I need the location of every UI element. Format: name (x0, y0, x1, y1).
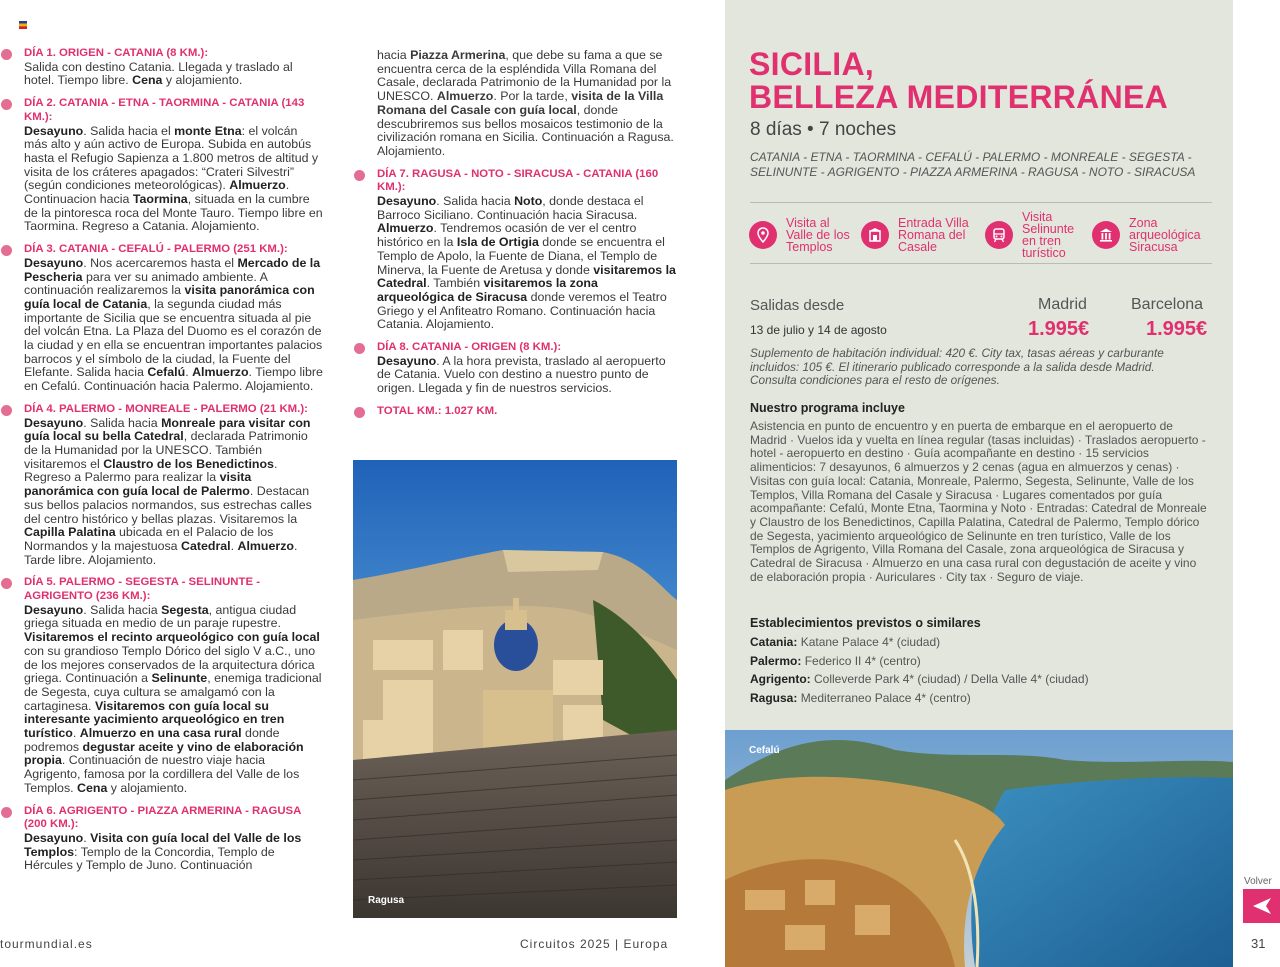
itinerary-day (377, 168, 677, 332)
footer-catalog: Circuitos 2025 | Europa (520, 937, 669, 951)
temple-icon (1092, 221, 1120, 249)
feature-villa-romana (861, 210, 969, 260)
ragusa-caption: Ragusa (368, 895, 405, 906)
feature-zona-arqueologica (1092, 210, 1201, 260)
departure-dates: 13 de julio y 14 de agosto (750, 323, 887, 337)
itinerary-day (24, 576, 324, 795)
city-barcelona: Barcelona (1131, 296, 1204, 313)
day-description: Desayuno. Nos acercaremos hasta el Mercado de la Pescheria para ver su animado ambiente. A continuación realizaremos la visita panorámica con guía local de Catania, la segunda ciudad más importante de Sicilia que se encuentra situada al pie del volcán Etna. La Plaza del Duomo es el corazón de la ciudad y en ella se encuentran importantes palacios barrocos y el símbolo de la ciudad, la Fuente del Elefante. Salida hacia Cefalú. Almuerzo. Tiempo libre en Cefalú. Continuación hacia Palermo. Alojamiento. (24, 255, 323, 394)
day-title: DÍA 7. RAGUSA - NOTO - SIRACUSA - CATANIA (160 KM.): (377, 167, 659, 194)
itinerary-day (24, 805, 324, 874)
supplement-note: Suplemento de habitación individual: 420 €. City tax, tasas aéreas y carburante incluidos: 105 €. El itinerario publicado corresponde a la salida desde Madrid. Consulta condiciones para el resto de orígenes. (750, 346, 1164, 388)
bullet-dot (1, 405, 12, 416)
hotel-item: Palermo: Federico II 4* (centro) (750, 654, 921, 668)
departures-label: Salidas desde (750, 297, 845, 314)
flag-icon (19, 21, 27, 29)
feature-valle-templos (749, 210, 850, 260)
page-number: 31 (1251, 936, 1266, 951)
itinerary-day (24, 97, 324, 234)
bullet-dot (1, 99, 12, 110)
itinerary-day (24, 403, 324, 567)
bullet-dot (354, 170, 365, 181)
itinerary-column-1 (24, 47, 324, 882)
bullet-dot (1, 245, 12, 256)
itinerary-day (377, 341, 677, 396)
back-label[interactable]: Volver (1244, 876, 1272, 887)
day-description: Desayuno. Salida hacia Monreale para visitar con guía local su bella Catedral, declarada Patrimonio de la Humanidad por la UNESCO. También visitaremos el Claustro de los Benedictinos. Regreso a Palermo para realizar la visita panorámica con guía local de Palermo. Destacan sus bellos palacios normandos, sus estrechas calles del centro histórico y bellas plazas. Visitaremos la Capilla Palatina ubicada en el Palacio de los Normandos y la majestuosa Catedral. Almuerzo. Tarde libre. Alojamiento. (24, 415, 312, 567)
train-icon (985, 221, 1013, 249)
price-barcelona: 1.995€ (1146, 318, 1208, 340)
cefalu-photo (725, 730, 1233, 967)
feature-label: Visita Selinunte en tren turístico (1022, 210, 1075, 260)
day-title: DÍA 4. PALERMO - MONREALE - PALERMO (21 KM.): (24, 402, 308, 415)
day-description: Salida con destino Catania. Llegada y traslado al hotel. Tiempo libre. Cena y alojamiento. (24, 59, 293, 88)
page-title: SICILIA, BELLEZA MEDITERRÁNEA (749, 46, 1169, 115)
hotel-item: Agrigento: Colleverde Park 4* (ciudad) / Della Valle 4* (ciudad) (750, 672, 1089, 686)
day-title: DÍA 2. CATANIA - ETNA - TAORMINA - CATANIA (143 KM.): (24, 97, 305, 123)
cefalu-caption: Cefalú (749, 745, 780, 756)
divider (750, 202, 1212, 203)
bullet-dot (354, 343, 365, 354)
includes-title: Nuestro programa incluye (750, 401, 905, 415)
price-madrid: 1.995€ (1028, 318, 1090, 340)
day-6-continued: hacia Piazza Armerina, que debe su fama a que se encuentra cerca de la espléndida Villa Romana del Casale, declarada Patrimonio de la Humanidad por la UNESCO. Almuerzo. Por la tarde, visita de la Villa Romana del Casale con guía local, donde descubriremos sus bellos mosaicos testimonio de la civilización romana en Sicilia. Continuación a Ragusa. Alojamiento. (377, 48, 674, 158)
bullet-dot (1, 807, 12, 818)
total-km: TOTAL KM.: 1.027 KM. (377, 405, 677, 419)
day-description: Desayuno. A la hora prevista, traslado al aeropuerto de Catania. Vuelo con destino a nuestro punto de origen. Llegada y fin de nuestros servicios. (377, 353, 666, 396)
day-title: DÍA 1. ORIGEN - CATANIA (8 KM.): (24, 47, 209, 59)
itinerary-day (24, 47, 324, 88)
duration: 8 días • 7 noches (750, 119, 897, 140)
includes-text: Asistencia en punto de encuentro y en puerta de embarque en el aeropuerto de Madrid · Vuelos ida y vuelta en línea regular (tasas incluidas) · Traslados aeropuerto - hotel - aeropuerto en destino · Guía acompañante en destino · 15 servicios alimenticios: 7 desayunos, 6 almuerzos y 2 cenas (agua en almuerzos y cenas) · Visitas con guía local: Catania, Monreale, Palermo, Segesta, Selinunte, Valle de los Templos, Villa Romana del Casale y Siracusa · Lugares comentados por guía acompañante: Cefalú, Monte Etna, Taormina y Noto · Entradas: Catedral de Monreale y Claustro de los Benedictinos, Capilla Palatina, Catedral de Palermo, Templo dórico de Segesta, yacimiento arqueológico de Selinunte en tren turístico, Valle de los Templos de Agrigento, Villa Romana del Casale, zona arqueológica de Siracusa y Catedral de Siracusa · Almuerzo en una casa rural con degustación de aceite y vino de elaboración propia · Auriculares · City tax · Seguro de viaje. (750, 419, 1207, 584)
villa-icon (861, 221, 889, 249)
bullet-dot (1, 49, 12, 60)
feature-label: Entrada Villa Romana del Casale (898, 216, 969, 254)
day-description: Desayuno. Salida hacia Segesta, antigua ciudad griega situada en medio de un paraje rupestre. Visitaremos el recinto arqueológico con guía local con su grandioso Templo Dórico del siglo V a.C., uno de los mejores conservados de la arquitectura dórica griega. Continuación a Selinunte, enemiga tradicional de Segesta, cuya cultura se amalgamó con la cartaginesa. Visitaremos con guía local su interesante yacimiento arqueológico en tren turístico. Almuerzo en una casa rural donde podremos degustar aceite y vino de elaboración propia. Continuación de nuestro viaje hacia Agrigento, famosa por la cordillera del Valle de los Templos. Cena y alojamiento. (24, 602, 322, 795)
back-button[interactable] (1243, 889, 1280, 923)
hotel-item: Catania: Katane Palace 4* (ciudad) (750, 635, 941, 649)
map-pin-icon (749, 221, 777, 249)
itinerary-column-2 (377, 49, 677, 419)
day-title: DÍA 5. PALERMO - SEGESTA - SELINUNTE - AGRIGENTO (236 KM.): (24, 576, 261, 603)
day-description: Desayuno. Salida hacia el monte Etna: el volcán más alto y aún activo de Europa. Subida en autobús hasta el Refugio Sapienza a 1.800 metros de altitud y visita de los cráteres apagados: “Crateri Silvestri” (según condiciones meteorológicas). Almuerzo. Continuacion hacia Taormina, situada en la cumbre de la pintoresca roca del Monte Tauro. Tiempo libre en Taormina. Regreso a Catania. Alojamiento. (24, 123, 323, 234)
day-description: Desayuno. Salida hacia Noto, donde destaca el Barroco Siciliano. Continuación hacia Siracusa. Almuerzo. Tendremos ocasión de ver el centro histórico en la Isla de Ortigia donde se encuentra el Templo de Apolo, la Fuente de Diana, el Templo de Minerva, la Fuente de Aretusa y donde visitaremos la Catedral. También visitaremos la zona arqueológica de Siracusa donde veremos el Teatro Griego y el Anfiteatro Romano. Continuación hacia Catania. Alojamiento. (377, 194, 676, 332)
footer-website[interactable]: tourmundial.es (0, 937, 93, 951)
feature-tren-turistico (985, 210, 1074, 260)
day-description: Desayuno. Visita con guía local del Valle de los Templos: Templo de la Concordia, Templo de Hércules y Templo de Juno. Continuación (24, 830, 302, 873)
ragusa-photo (353, 460, 677, 918)
hotels-title: Establecimientos previstos o similares (750, 616, 981, 630)
route: CATANIA - ETNA - TAORMINA - CEFALÚ - PALERMO - MONREALE - SEGESTA - SELINUNTE - AGRIGENTO - PIAZZA ARMERINA - RAGUSA - NOTO - SIRACUSA (750, 150, 1196, 179)
city-madrid: Madrid (1038, 296, 1087, 313)
hotel-item: Ragusa: Mediterraneo Palace 4* (centro) (750, 691, 971, 705)
day-title: DÍA 8. CATANIA - ORIGEN (8 KM.): (377, 341, 562, 354)
day-title: DÍA 3. CATANIA - CEFALÚ - PALERMO (251 KM.): (24, 243, 288, 256)
divider (750, 263, 1212, 264)
feature-label: Zona arqueológica Siracusa (1129, 216, 1201, 254)
feature-label: Visita al Valle de los Templos (786, 216, 850, 254)
itinerary-day (24, 243, 324, 394)
back-arrow-icon (1252, 897, 1272, 915)
day-title: DÍA 6. AGRIGENTO - PIAZZA ARMERINA - RAGUSA (200 KM.): (24, 804, 301, 831)
bullet-dot (1, 578, 12, 589)
